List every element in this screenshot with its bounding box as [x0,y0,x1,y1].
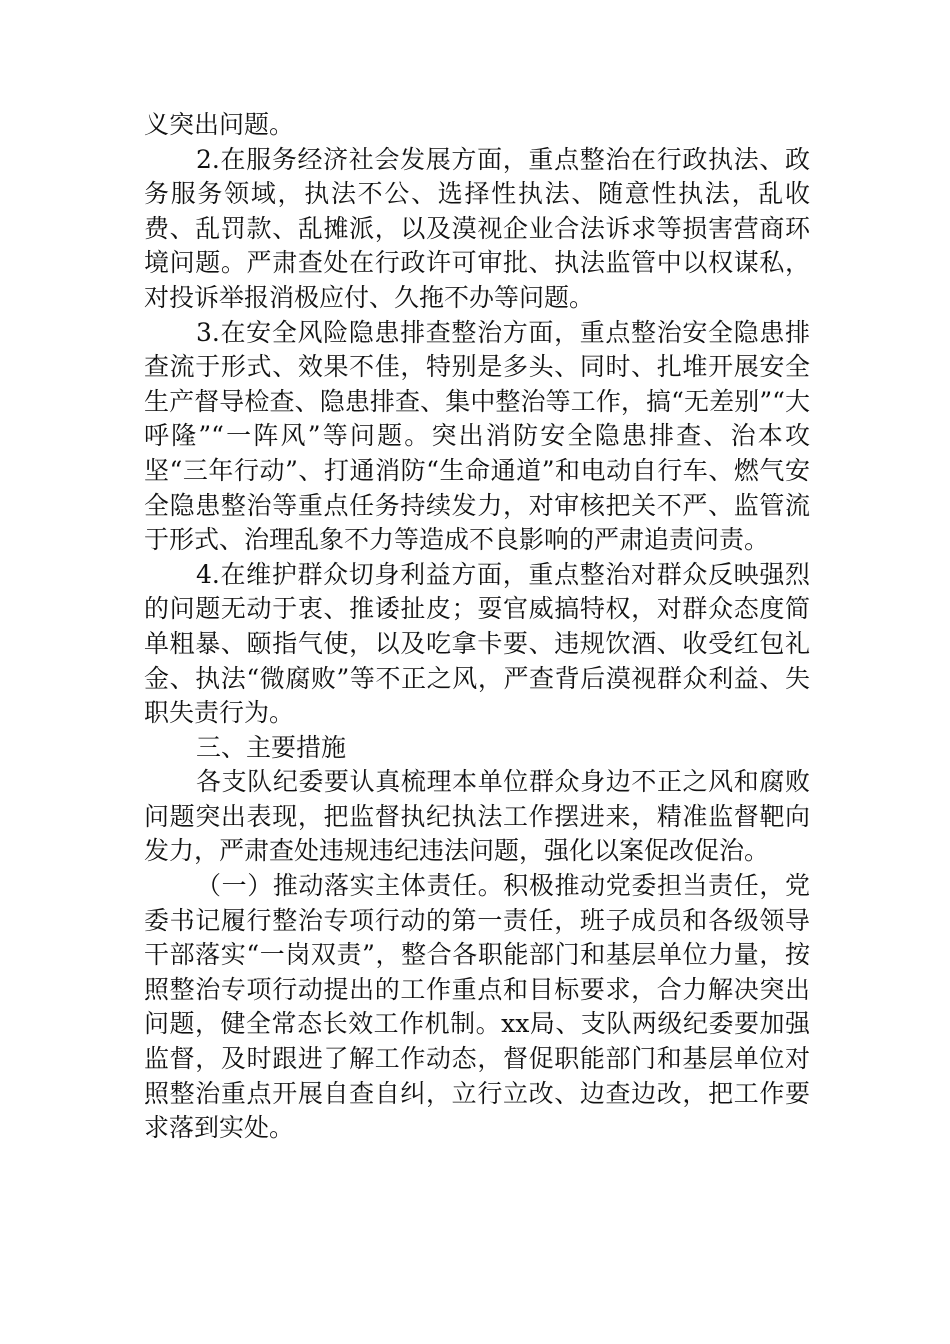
paragraph-measures-intro: 各支队纪委要认真梳理本单位群众身边不正之风和腐败问题突出表现，把监督执纪执法工作摆进来，精准监督靶向发力，严肃查处违规违纪违法问题，强化以案促改促治。 [144,767,810,866]
paragraph-continuation: 义突出问题。 [144,110,295,139]
document-body [144,108,810,1146]
paragraph-measure-1-responsibility: （一）推动落实主体责任。积极推动党委担当责任，党委书记履行整治专项行动的第一责任，班子成员和各级领导干部落实“一岗双责”，整合各职能部门和基层单位力量，按照整治专项行动提出的工作重点和目标要求，合力解决突出问题，健全常态长效工作机制。xx局、支队两级纪委要加强监督，及时跟进了解工作动态，督促职能部门和基层单位对照整治重点开展自查自纠，立行立改、边查边改，把工作要求落到实处。 [144,871,810,1143]
paragraph-item-4-public-interest: 4.在维护群众切身利益方面，重点整治对群众反映强烈的问题无动于衷、推诿扯皮；耍官威搞特权，对群众态度简单粗暴、颐指气使，以及吃拿卡要、违规饮酒、收受红包礼金、执法“微腐败”等不正之风，严查背后漠视群众利益、失职失责行为。 [144,559,810,728]
paragraph-item-2-business-environment: 2.在服务经济社会发展方面，重点整治在行政执法、政务服务领域，执法不公、选择性执法、随意性执法，乱收费、乱罚款、乱摊派，以及漠视企业合法诉求等损害营商环境问题。严肃查处在行政许可审批、执法监管中以权谋私，对投诉举报消极应付、久拖不办等问题。 [144,144,810,312]
section-heading-main-measures: 三、主要措施 [196,732,347,762]
paragraph-item-3-safety-risk: 3.在安全风险隐患排查整治方面，重点整治安全隐患排查流于形式、效果不佳，特别是多头、同时、扎堆开展安全生产督导检查、隐患排查、集中整治等工作，搞“无差别”“大呼隆”“一阵风”等问题。突出消防安全隐患排查、治本攻坚“三年行动”、打通消防“生命通道”和电动自行车、燃气安全隐患整治等重点任务持续发力，对审核把关不严、监管流于形式、治理乱象不力等造成不良影响的严肃追责问责。 [144,317,810,555]
